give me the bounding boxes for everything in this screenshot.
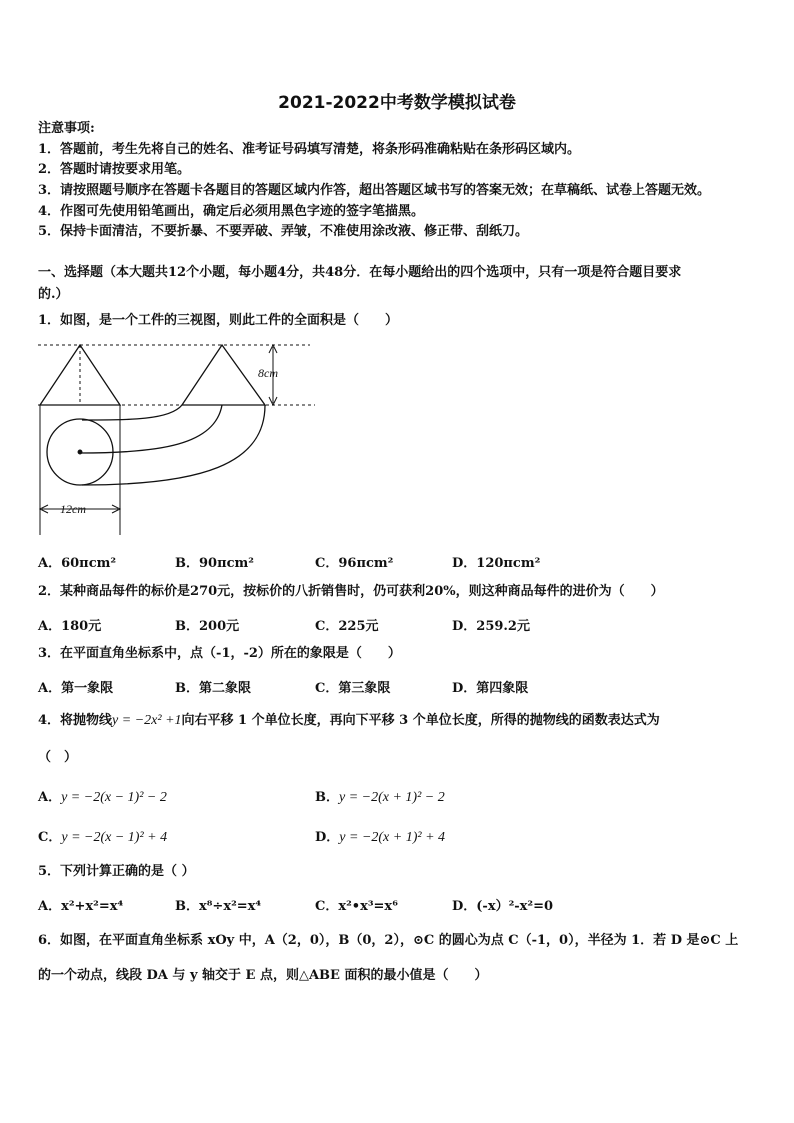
q4-option-b-label: B． [315,790,339,805]
three-view-figure [30,335,320,545]
height-label: 8cm [258,366,278,380]
q4-option-b [315,786,445,806]
q2-stem: 2．某种商品每件的标价是270元，按标价的八折销售时，仍可获利20%，则这种商品每件的进价为（ ） [38,584,664,599]
q1-option-b: B．90πcm² [175,556,254,571]
q2-option-d: D．259.2元 [452,619,530,634]
q5-option-a: A．x²+x²=x⁴ [38,899,124,914]
q4-stem-expression: y = −2x² +1 [112,713,182,728]
section-heading-line1: 一、选择题（本大题共12个小题，每小题4分，共48分．在每小题给出的四个选项中，只有一项是符合题目要求 [38,265,682,280]
q2-option-c: C．225元 [315,619,379,634]
q4-stem-paren: （ ） [38,750,78,765]
section-heading-line2: 的.） [38,287,69,302]
note-item-4: 4．作图可先使用铅笔画出，确定后必须用黑色字迹的签字笔描黑。 [38,204,425,219]
q4-option-a [38,786,167,806]
q2-option-a: A．180元 [38,619,102,634]
q4-option-d-label: D． [315,830,340,845]
band-middle-curve [80,405,222,453]
q4-stem [38,713,660,729]
q2-option-b: B．200元 [175,619,240,634]
q4-stem-suffix: 向右平移 1 个单位长度，再向下平移 3 个单位长度，所得的抛物线的函数表达式为 [181,713,660,728]
q1-option-d: D．120πcm² [452,556,541,571]
q4-option-a-label: A． [38,790,62,805]
q5-option-b: B．x⁸÷x²=x⁴ [175,899,262,914]
q4-option-c-label: C． [38,830,62,845]
q3-option-c: C．第三象限 [315,681,391,696]
q3-option-b: B．第二象限 [175,681,251,696]
q4-option-c [38,826,167,846]
note-item-3: 3．请按照题号顺序在答题卡各题目的答题区域内作答，超出答题区域书写的答案无效；在草稿纸、试卷上答题无效。 [38,183,711,198]
q1-stem: 1．如图，是一个工件的三视图，则此工件的全面积是（ ） [38,313,399,328]
width-label: 12cm [60,502,86,516]
q4-option-d [315,826,445,846]
q5-option-c: C．x²•x³=x⁶ [315,899,398,914]
note-item-2: 2．答题时请按要求用笔。 [38,162,191,177]
q5-option-d: D．(-x）²-x²=0 [452,899,554,914]
q3-option-d: D．第四象限 [452,681,529,696]
q4-option-d-expr: y = −2(x + 1)² + 4 [339,830,446,845]
note-item-5: 5．保持卡面清洁，不要折暴、不要弄破、弄皱，不准使用涂改液、修正带、刮纸刀。 [38,224,529,239]
q6-stem-line1: 6．如图，在平面直角坐标系 xOy 中，A（2，0），B（0，2），⊙C 的圆心为点 C（-1，0），半径为 1．若 D 是⊙C 上 [38,933,739,948]
q5-stem: 5．下列计算正确的是（ ） [38,864,195,879]
q6-stem-line2: 的一个动点，线段 DA 与 y 轴交于 E 点，则△ABE 面积的最小值是（ ） [38,968,488,983]
q3-option-a: A．第一象限 [38,681,114,696]
side-view-triangle [182,345,265,405]
q1-option-a: A．60πcm² [38,556,117,571]
q1-option-c: C．96πcm² [315,556,394,571]
page-title: 2021-2022中考数学模拟试卷 [278,93,516,113]
q4-stem-prefix: 4．将抛物线 [38,713,113,728]
q3-stem: 3．在平面直角坐标系中，点（-1，-2）所在的象限是（ ） [38,646,401,661]
q4-option-b-expr: y = −2(x + 1)² − 2 [339,790,445,805]
q4-option-c-expr: y = −2(x − 1)² + 4 [61,830,168,845]
q4-option-a-expr: y = −2(x − 1)² − 2 [61,790,167,805]
notes-heading: 注意事项: [38,121,95,136]
band-top-curve [82,405,182,420]
note-item-1: 1．答题前，考生先将自己的姓名、准考证号码填写清楚，将条形码准确粘贴在条形码区域内。 [38,142,581,157]
